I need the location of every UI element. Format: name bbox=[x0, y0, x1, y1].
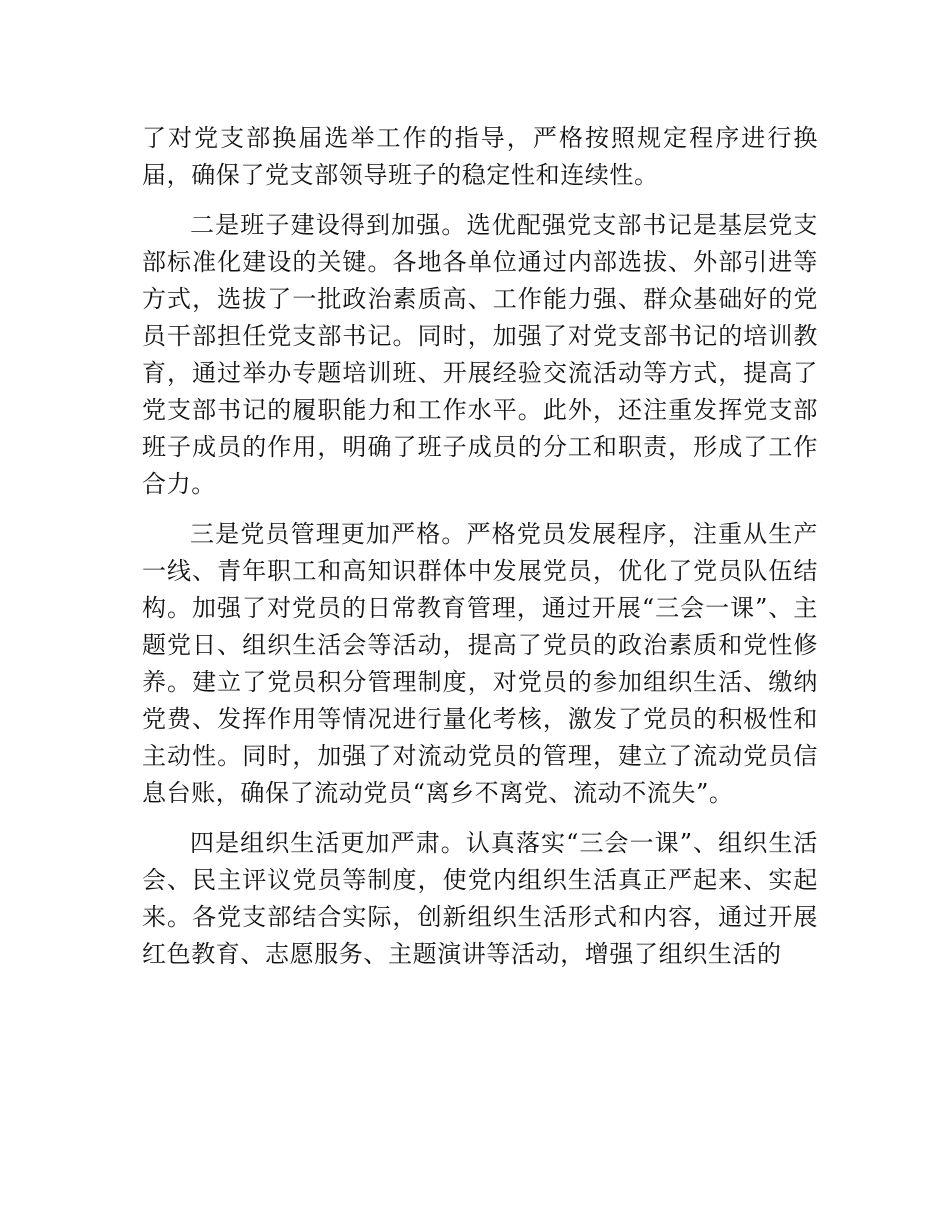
document-body bbox=[142, 120, 818, 986]
paragraph-continuation: 了对党支部换届选举工作的指导，严格按照规定程序进行换届，确保了党支部领导班子的稳定性和连续性。 bbox=[142, 124, 818, 189]
paragraph-organizational-life: 四是组织生活更加严肃。认真落实“三会一课”、组织生活会、民主评议党员等制度，使党内组织生活真正严起来、实起来。各党支部结合实际，创新组织生活形式和内容，通过开展红色教育、志愿服务、主题演讲等活动，增强了组织生活的 bbox=[142, 829, 818, 968]
paragraph-member-management: 三是党员管理更加严格。严格党员发展程序，注重从生产一线、青年职工和高知识群体中发展党员，优化了党员队伍结构。加强了对党员的日常教育管理，通过开展“三会一课”、主题党日、组织生活会等活动，提高了党员的政治素质和党性修养。建立了党员积分管理制度，对党员的参加组织生活、缴纳党费、发挥作用等情况进行量化考核，激发了党员的积极性和主动性。同时，加强了对流动党员的管理，建立了流动党员信息台账，确保了流动党员“离乡不离党、流动不流失”。 bbox=[142, 520, 818, 807]
paragraph-team-building: 二是班子建设得到加强。选优配强党支部书记是基层党支部标准化建设的关键。各地各单位通过内部选拔、外部引进等方式，选拔了一批政治素质高、工作能力强、群众基础好的党员干部担任党支部书记。同时，加强了对党支部书记的培训教育，通过举办专题培训班、开展经验交流活动等方式，提高了党支部书记的履职能力和工作水平。此外，还注重发挥党支部班子成员的作用，明确了班子成员的分工和职责，形成了工作合力。 bbox=[142, 211, 818, 498]
